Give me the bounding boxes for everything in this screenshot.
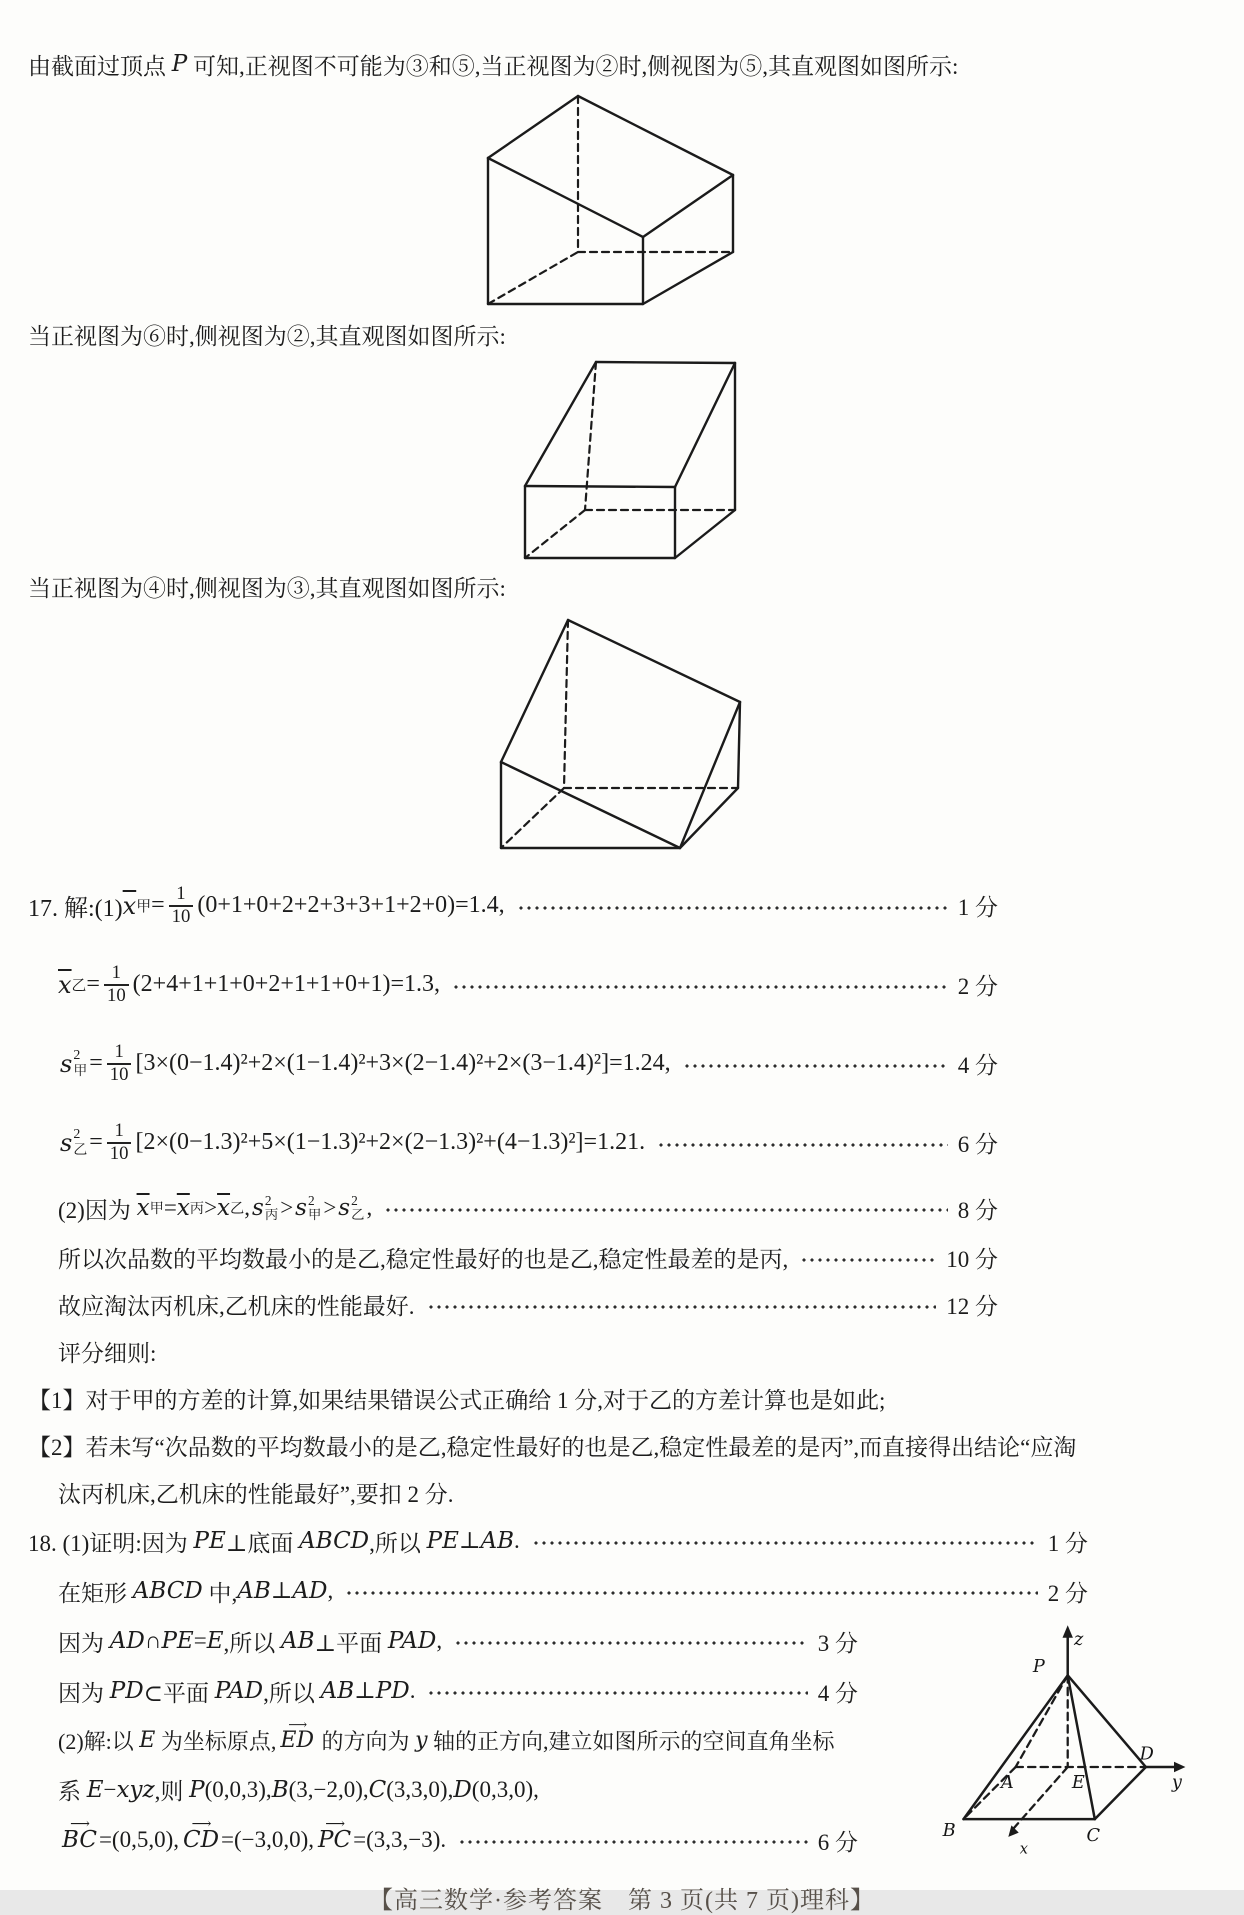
vertex-label-e: E	[1071, 1772, 1085, 1793]
answer-line: 在矩形 ABCD 中, AB ⊥ AD , 2 分	[58, 1578, 1088, 1606]
intro-line-3: 当正视图为④时,侧视图为③,其直观图如图所示:	[28, 575, 506, 601]
page-footer: 【高三数学·参考答案 第 3 页(共 7 页)理科】	[369, 1888, 875, 1914]
axis-label-z: z	[1073, 1630, 1084, 1651]
intro-line-2: 当正视图为⑥时,侧视图为②,其直观图如图所示:	[28, 323, 506, 349]
answer-line: 17. 解:(1) $\overline{x}$ 甲 = $\frac{1}{10}$ (0+1+0+2+2+3+3+1+2+0)=1.4, 1 分	[28, 882, 998, 927]
answer-line: 18. (1)证明:因为 PE ⊥底面 ABCD ,所以 PE ⊥ AB . 1 分	[28, 1528, 1088, 1556]
scoring-rule-line: 【2】若未写“次品数的平均数最小的是乙,稳定性最好的也是乙,稳定性最差的是丙”,而直接得出结论“应淘	[28, 1435, 1077, 1460]
answer-line: s 2 乙 = $\frac{1}{10}$ [2×(0−1.3)²+5×(1−1.3)²+2×(2−1.3)²+(4−1.3)²]=1.21. 6 分	[60, 1119, 998, 1164]
answer-line: $\overline{x}$ 乙 = $\frac{1}{10}$ (2+4+1+1+0+2+1+1+0+1)=1.3, 2 分	[58, 961, 998, 1006]
axis-label-y: y	[1171, 1772, 1182, 1793]
scoring-rule-line: 汰丙机床,乙机床的性能最好”,要扣 2 分.	[58, 1482, 454, 1507]
figure-wrap-1	[0, 82, 1182, 314]
prism-figure-2	[438, 354, 738, 566]
vertex-label-d: D	[1139, 1744, 1154, 1765]
answer-line: 所以次品数的平均数最小的是乙,稳定性最好的也是乙,稳定性最差的是丙, 10 分	[58, 1247, 998, 1272]
answer-line: 因为 AD ∩ PE = E ,所以 AB ⊥平面 PAD , 3 分	[58, 1628, 858, 1656]
vertex-label-c: C	[1086, 1825, 1101, 1846]
prism-figure-3	[428, 606, 748, 858]
answer-line: 系 E − xyz ,则 P (0,0,3), B (3,−2,0), C (3,3,0), D (0,3,0),	[58, 1776, 539, 1804]
answer-line: ⟶ BC =(0,5,0), ⟶ CD =(−3,0,0), ⟶ PC =(3,3,−3). 6 分	[28, 1814, 924, 1866]
figure-wrap-pyramid	[934, 1618, 1216, 1866]
axis-label-x: x	[1019, 1840, 1029, 1858]
figure-wrap-3	[0, 606, 1182, 858]
pyramid-coordinate-figure	[934, 1618, 1216, 1866]
problem-18-block	[28, 1516, 1216, 1870]
problem-17-block	[28, 866, 1216, 1516]
prism-figure-1	[433, 82, 743, 314]
vertex-label-b: B	[942, 1820, 956, 1841]
vertex-label-a: A	[1001, 1772, 1014, 1793]
figure-wrap-2	[0, 354, 1182, 566]
vertex-label-p: P	[1032, 1657, 1045, 1678]
scoring-rule-line: 【1】对于甲的方差的计算,如果结果错误公式正确给 1 分,对于乙的方差计算也是如此;	[28, 1388, 886, 1413]
answer-line: (2)解:以 E 为坐标原点, ⟶ ED 的方向为 y 轴的正方向,建立如图所示的空间直角坐标	[28, 1716, 924, 1765]
answer-line: (2)因为 $\overline{x}$ 甲 = $\overline{x}$ 丙 > $\overline{x}$ 乙 , s 2 丙 > s 2 甲 > s 2 乙 , 8 分	[58, 1192, 998, 1223]
intro-line-1: 由截面过顶点 P 可知,正视图不可能为③和⑤,当正视图为②时,侧视图为⑤,其直观图如图所示:	[28, 51, 959, 79]
answer-line: s 2 甲 = $\frac{1}{10}$ [3×(0−1.4)²+2×(1−1.4)²+3×(2−1.4)²+2×(3−1.4)²]=1.24, 4 分	[60, 1040, 998, 1085]
answer-line: 故应淘汰丙机床,乙机床的性能最好. 12 分	[58, 1294, 998, 1319]
answer-line: 评分细则:	[58, 1341, 157, 1366]
answer-line: 因为 PD ⊂平面 PAD ,所以 AB ⊥ PD . 4 分	[58, 1678, 858, 1706]
